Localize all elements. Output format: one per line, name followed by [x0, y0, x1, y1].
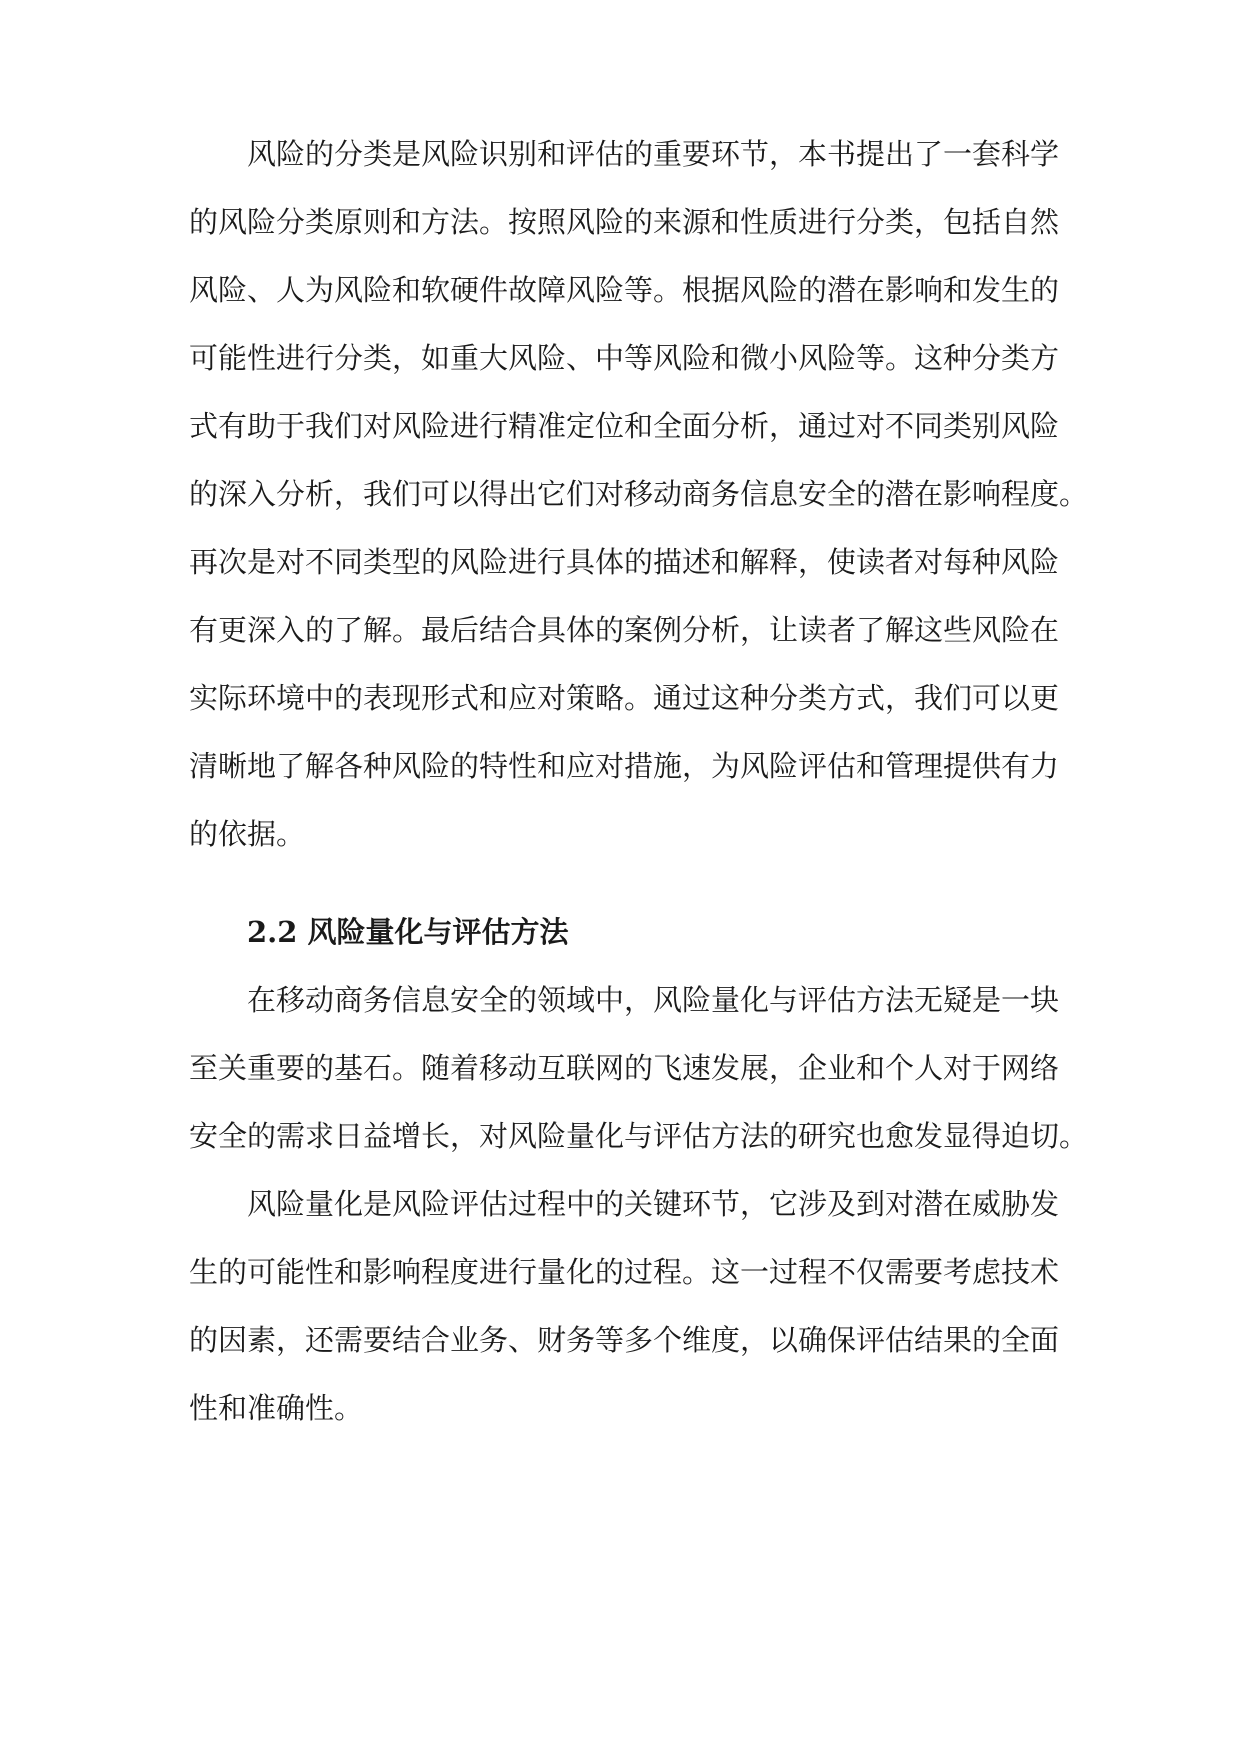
paragraph-line: 清晰地了解各种风险的特性和应对措施，为风险评估和管理提供有力 [189, 749, 1060, 783]
paragraph-line: 在移动商务信息安全的领域中，风险量化与评估方法无疑是一块 [247, 983, 1060, 1017]
paragraph-line: 的因素，还需要结合业务、财务等多个维度，以确保评估结果的全面 [189, 1323, 1060, 1357]
paragraph-line: 的依据。 [189, 817, 306, 851]
paragraph-line: 性和准确性。 [189, 1391, 364, 1425]
paragraph-line: 生的可能性和影响程度进行量化的过程。这一过程不仅需要考虑技术 [189, 1255, 1060, 1289]
paragraph-line: 的风险分类原则和方法。按照风险的来源和性质进行分类，包括自然 [189, 205, 1060, 239]
paragraph-line: 可能性进行分类，如重大风险、中等风险和微小风险等。这种分类方 [189, 341, 1060, 375]
paragraph-line: 的深入分析，我们可以得出它们对移动商务信息安全的潜在影响程度。 [189, 477, 1089, 511]
paragraph-line: 风险、人为风险和软硬件故障风险等。根据风险的潜在影响和发生的 [189, 273, 1060, 307]
paragraph-line: 式有助于我们对风险进行精准定位和全面分析，通过对不同类别风险 [189, 409, 1060, 443]
paragraph-line: 实际环境中的表现形式和应对策略。通过这种分类方式，我们可以更 [189, 681, 1060, 715]
paragraph-line: 至关重要的基石。随着移动互联网的飞速发展，企业和个人对于网络 [189, 1051, 1060, 1085]
paragraph-line: 有更深入的了解。最后结合具体的案例分析，让读者了解这些风险在 [189, 613, 1060, 647]
paragraph-line: 安全的需求日益增长，对风险量化与评估方法的研究也愈发显得迫切。 [189, 1119, 1089, 1153]
paragraph-line: 再次是对不同类型的风险进行具体的描述和解释，使读者对每种风险 [189, 545, 1060, 579]
section-heading: 2.2 风险量化与评估方法 [247, 915, 569, 949]
paragraph-line: 风险的分类是风险识别和评估的重要环节，本书提出了一套科学 [247, 137, 1060, 171]
paragraph-line: 风险量化是风险评估过程中的关键环节，它涉及到对潜在威胁发 [247, 1187, 1060, 1221]
